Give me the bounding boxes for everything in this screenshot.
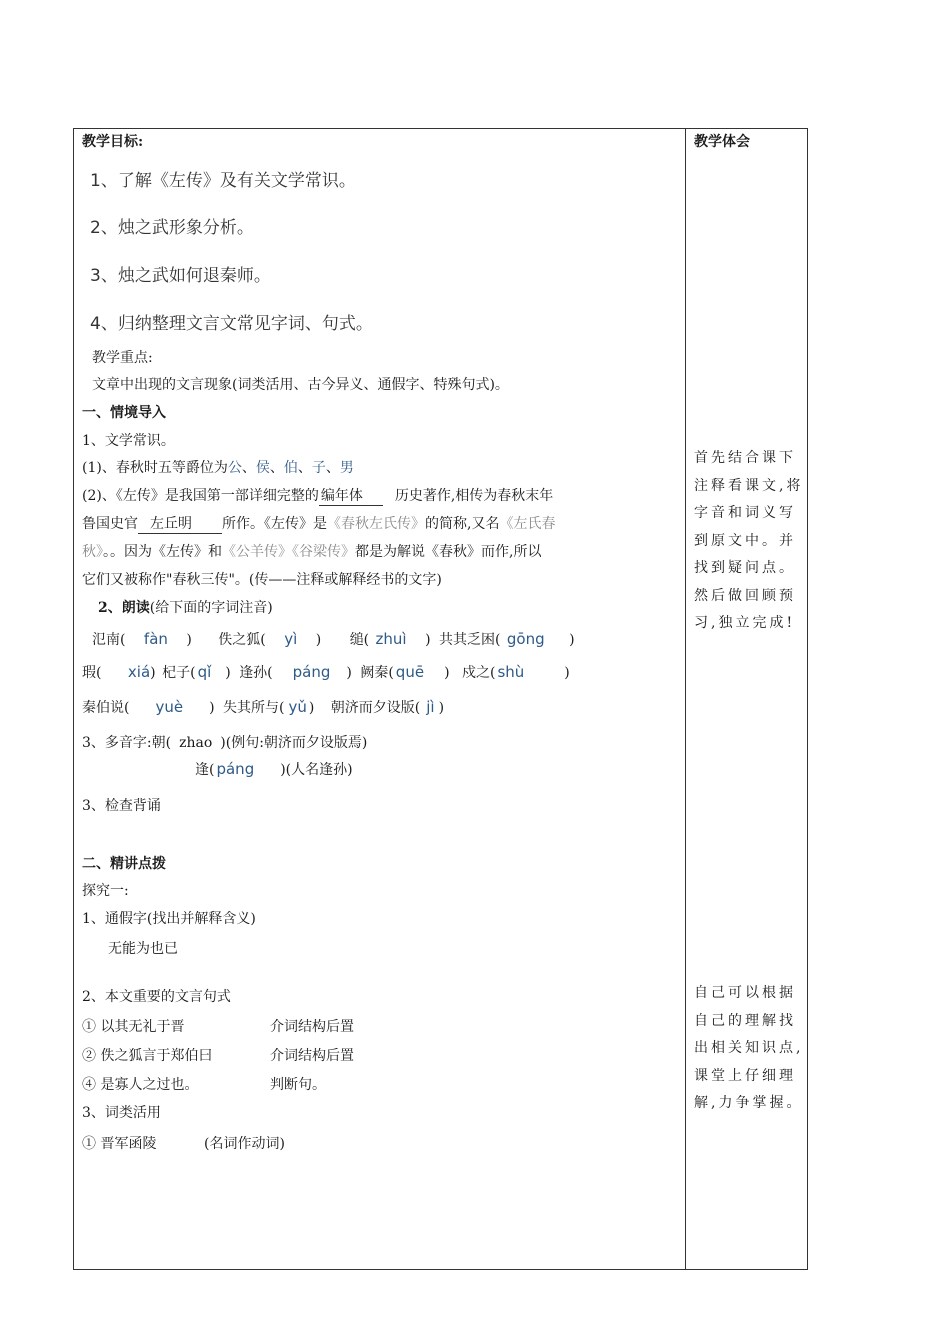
answer-chunqiu-zuoshi: 《春秋左氏传》 xyxy=(327,516,425,532)
pinyin-word: 朝济而夕设版( xyxy=(330,700,421,716)
sentence-type: 介词结构后置 xyxy=(270,1019,354,1035)
pinyin-row-3 xyxy=(82,697,444,717)
pinyin-close: ) xyxy=(346,665,352,681)
pinyin-word: 佚之狐( xyxy=(218,632,266,648)
sentence-text: ② 佚之狐言于郑伯曰 xyxy=(82,1048,213,1064)
objectives-heading: 教学目标: xyxy=(82,134,144,150)
objective-2: 2、烛之武形象分析。 xyxy=(90,218,254,238)
polyphone-line-2 xyxy=(195,759,353,779)
pinyin-close: ) xyxy=(225,665,231,681)
reading-note: (给下面的字词注音) xyxy=(149,600,273,616)
explore-label: 探究一: xyxy=(82,883,129,899)
polyphone-example-2: )(人名逢孙) xyxy=(280,762,353,778)
pinyin-close: ) xyxy=(315,632,322,648)
literary-knowledge-item: 1、文学常识。 xyxy=(82,433,175,449)
pinyin-word: 秦伯说( xyxy=(82,700,130,716)
pinyin-answer: jì xyxy=(426,698,435,716)
ranks-prefix: (1)、春秋时五等爵位为 xyxy=(82,460,228,476)
zuozhuan-line-1 xyxy=(82,485,553,506)
objective-4: 4、归纳整理文言文常见字词、句式。 xyxy=(90,314,373,334)
pinyin-close: ) xyxy=(186,632,192,648)
sentence-row-3 xyxy=(82,1074,326,1094)
ranks-line: (1)、春秋时五等爵位为公、侯、伯、子、男 xyxy=(82,460,354,476)
pinyin-answer: quē xyxy=(395,663,425,681)
objective-1: 1、了解《左传》及有关文学常识。 xyxy=(90,171,356,191)
pinyin-close: ) xyxy=(569,632,575,648)
word-class-type: (名词作动词) xyxy=(204,1136,285,1152)
zuozhuan-text-i: 。。因为《左传》和 xyxy=(103,544,222,560)
pinyin-word: 阙秦( xyxy=(360,665,394,681)
zuozhuan-text-a: (2)、《左传》是我国第一部详细完整的 xyxy=(82,488,319,504)
pinyin-close: ) xyxy=(209,700,215,716)
sentence-patterns-item: 2、本文重要的文言句式 xyxy=(82,989,231,1005)
pinyin-word: 瑕( xyxy=(82,665,102,681)
pinyin-answer: shù xyxy=(497,663,525,681)
rank-bo: 伯 xyxy=(283,460,298,476)
polyphone-line-1 xyxy=(82,732,367,752)
pinyin-word: 共其乏困( xyxy=(438,632,501,648)
pinyin-word: 逢孙( xyxy=(239,665,273,681)
objective-3: 3、烛之武如何退秦师。 xyxy=(90,266,271,286)
focus-text: 文章中出现的文言现象(词类活用、古今异义、通假字、特殊句式)。 xyxy=(92,377,509,393)
tongjiazi-example: 无能为也已 xyxy=(108,941,178,957)
reflection-heading: 教学体会 xyxy=(694,134,750,150)
reading-item xyxy=(98,597,273,617)
zuozhuan-text-f: 的简称,又名 xyxy=(425,516,500,532)
polyphone-answer-zhao: zhao xyxy=(179,735,213,751)
pinyin-answer: páng xyxy=(292,663,331,681)
pinyin-answer: fàn xyxy=(143,630,168,648)
sentence-row-1 xyxy=(82,1016,354,1036)
pinyin-word: 戍之( xyxy=(461,665,496,681)
section2-title: 二、精讲点拨 xyxy=(82,856,166,872)
answer-zuoshi-chunqiu-a: 《左氏春 xyxy=(499,516,556,532)
pinyin-row-2 xyxy=(82,662,570,682)
focus-label: 教学重点: xyxy=(92,350,153,366)
sentence-text: ① 以其无礼于晋 xyxy=(82,1019,185,1035)
word-class-item: 3、词类活用 xyxy=(82,1105,161,1121)
pinyin-answer: zhuì xyxy=(375,630,407,648)
pinyin-answer: yì xyxy=(284,630,298,648)
zuozhuan-text-c: 鲁国史官 xyxy=(82,516,138,532)
polyphone-example-1: )(例句:朝济而夕设版焉) xyxy=(220,735,368,751)
pinyin-close: ) xyxy=(150,665,156,681)
pinyin-close: ) xyxy=(444,665,450,681)
pinyin-answer: yǔ xyxy=(288,698,307,716)
pinyin-close: ) xyxy=(425,632,431,648)
rank-hou: 侯 xyxy=(255,460,270,476)
answer-gongyang-guliang: 《公羊传》《谷梁传》 xyxy=(222,544,355,560)
tongjiazi-item: 1、通假字(找出并解释含义) xyxy=(82,911,256,927)
word-class-row xyxy=(82,1133,285,1153)
reading-label: 2、朗读 xyxy=(98,600,150,616)
pinyin-word: 氾南( xyxy=(92,632,126,648)
pinyin-answer: xiá xyxy=(127,663,151,681)
pinyin-answer: yuè xyxy=(155,698,184,716)
sentence-type: 判断句。 xyxy=(270,1077,326,1093)
answer-biannianti: 编年体 xyxy=(319,485,383,506)
section1-title: 一、情境导入 xyxy=(82,405,166,421)
pinyin-close: ) xyxy=(308,700,315,716)
zuozhuan-text-b: 历史著作,相传为春秋末年 xyxy=(394,488,554,504)
pinyin-close: ) xyxy=(438,700,445,716)
rank-nan: 男 xyxy=(339,460,354,476)
pinyin-row-1 xyxy=(92,629,575,649)
rank-gong: 公 xyxy=(227,460,242,476)
column-divider xyxy=(685,128,686,1270)
pinyin-word: 杞子( xyxy=(162,665,196,681)
polyphone-label: 3、多音字:朝( xyxy=(82,735,172,751)
recite-check: 3、检查背诵 xyxy=(82,798,161,814)
pinyin-word: 缒( xyxy=(349,632,370,648)
word-class-example: ① 晋军函陵 xyxy=(82,1136,157,1152)
zuozhuan-line-2 xyxy=(82,513,555,534)
pinyin-answer: gōng xyxy=(506,630,545,648)
reflection-note-1: 首先结合课下注释看课文,将字音和词义写到原文中。并找到疑问点。然后做回顾预习,独立完成! xyxy=(694,450,804,631)
answer-zuoqiuming: 左丘明 xyxy=(138,513,222,534)
zuozhuan-text-k: 都是为解说《春秋》而作,所以 xyxy=(355,544,542,560)
answer-zuoshi-chunqiu-b: 秋》 xyxy=(82,544,103,560)
sentence-text: ④ 是寡人之过也。 xyxy=(82,1077,199,1093)
zuozhuan-line-4: 它们又被称作"春秋三传"。(传——注释或解释经书的文字) xyxy=(82,572,442,588)
reflection-note-2: 自己可以根据自己的理解找出相关知识点,课堂上仔细理解,力争掌握。 xyxy=(694,985,804,1111)
zuozhuan-line-3 xyxy=(82,541,541,561)
pinyin-word: 失其所与( xyxy=(223,700,285,716)
rank-zi: 子 xyxy=(311,460,326,476)
sentence-type: 介词结构后置 xyxy=(270,1048,354,1064)
polyphone-answer-pang: páng xyxy=(216,760,255,778)
pinyin-close: ) xyxy=(564,665,570,681)
pinyin-answer: qǐ xyxy=(197,663,212,681)
sentence-row-2 xyxy=(82,1045,354,1065)
zuozhuan-text-d: 所作。《左传》是 xyxy=(222,516,327,532)
polyphone-word-feng: 逢( xyxy=(195,762,215,778)
